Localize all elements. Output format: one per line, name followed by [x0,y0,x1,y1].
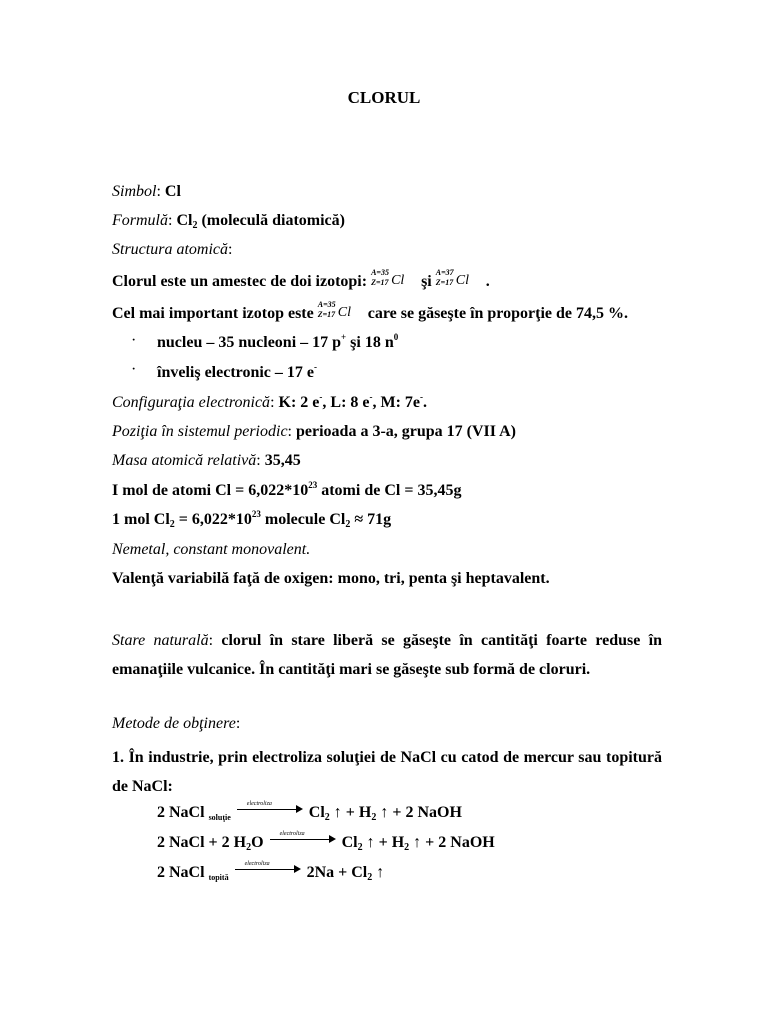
reaction-2-rhs-sub: 2 [357,842,363,853]
izotopi-text: Clorul este un amestec de doi izotopi: [112,273,372,290]
configuratia-value [279,394,428,411]
izotopi-end: . [485,273,490,290]
formula-sep: : [168,212,177,229]
reaction-1-rhs: Cl [308,804,325,821]
isotope-cl37-mass: A=37 [435,268,454,277]
izotopi-line [112,270,662,292]
reaction-arrow-icon [237,802,303,816]
bullet-invelis-a: înveliş electronic – 17 e [157,364,314,381]
reaction-1-rhs-sub: 2 [324,812,330,823]
stare-naturala-paragraph [112,626,662,684]
arrow-head [296,805,303,813]
stare-sep: : [208,632,222,649]
reaction-2-lhs: 2 NaCl + 2 H [157,834,247,851]
reaction-2-rhs2-sub: 2 [404,842,410,853]
bullet-invelis-a-sup: - [314,362,317,372]
config-k-sup: - [319,392,323,402]
valenta-line: Valenţă variabilă faţă de oxigen: mono, tri, penta şi heptavalent. [112,570,550,587]
bullet-marker-2: · [131,361,137,378]
mol1-b: atomi de Cl = 35,45g [317,482,462,499]
configuratia-line [112,393,662,413]
masa-sep: : [256,452,265,469]
configuratia-sep: : [270,394,279,411]
important-isotope-line [112,302,662,324]
mol2-b: = 6,022*10 [174,511,252,528]
reaction-3-lhs-sub: topită [208,873,229,882]
pozitia-line [112,422,662,442]
masa-value: 35,45 [264,452,301,469]
bullet-invelis [157,363,707,383]
structura-label: Structura atomică [112,241,228,258]
isotope-cl35-main [318,302,364,322]
reaction-3-rhs: 2Na + Cl [306,864,368,881]
important-text1: Cel mai important izotop este [112,305,318,322]
page-title: CLORUL [347,88,421,107]
bullet-nucleu [157,333,707,353]
bullet-marker-1: · [131,332,137,349]
reaction-3-rhs-sub: 2 [367,872,373,883]
reaction-3 [157,862,707,888]
reaction-arrow-icon [235,862,301,876]
isotope-cl37 [436,270,482,290]
metode-line [112,714,662,734]
reaction-2-lhs-sub: 2 [246,842,252,853]
arrow-head [294,865,301,873]
isotope-cl35-number: Z=17 [371,278,389,287]
isotope-cl35-symbol: Cl [391,273,405,288]
pozitia-sep: : [287,423,296,440]
reaction-1-rhs2: ↑ + H [329,804,372,821]
reaction-1-lhs: 2 NaCl [157,804,209,821]
isotope-cl37-number: Z=17 [435,278,454,287]
mol2-a: 1 mol Cl [112,511,170,528]
mol-atomi-line [112,481,662,501]
config-end: . [423,394,428,411]
config-l-sup: - [369,392,373,402]
izotopi-and: şi [421,273,436,290]
arrow-label: electroliza [246,801,272,807]
formula-label: Formulă [112,212,168,229]
simbol-label: Simbol [112,183,157,200]
config-m-sup: - [420,392,424,402]
simbol-value: Cl [164,183,181,200]
masa-label: Masa atomică relativă [112,452,257,469]
isotope-main-number: Z=17 [317,310,336,319]
configuratia-label: Configuraţia electronică [112,394,271,411]
reaction-3-rhs3: ↑ [372,864,385,881]
reaction-1 [157,802,707,828]
bullet-nucleu-a: nucleu – 35 nucleoni – 17 p [157,334,342,351]
formula-pre: Cl [176,212,193,229]
pozitia-label: Poziţia în sistemul periodic [112,423,288,440]
arrow-shaft [237,809,297,810]
bullet-nucleu-b: şi 18 n [346,334,394,351]
bullet-nucleu-a-sup: + [341,332,347,342]
isotope-cl35 [371,270,417,290]
arrow-shaft [270,839,330,840]
mol-molecule-line [112,510,662,530]
mol2-sub: 2 [169,519,175,530]
reaction-1-rhs3: ↑ + 2 NaOH [376,804,462,821]
nemetal-line: Nemetal, constant monovalent. [112,541,311,558]
masa-line [112,451,662,471]
mol2-sub2: 2 [345,519,351,530]
important-text2: care se găseşte în proporţie de 74,5 %. [367,305,628,322]
arrow-label: electroliza [279,831,305,837]
config-k: K: 2 e [278,394,320,411]
isotope-cl35-mass: A=35 [371,268,389,277]
mol1-a: I mol de atomi Cl = 6,022*10 [112,482,309,499]
isotope-main-mass: A=35 [317,300,336,309]
arrow-head [329,835,336,843]
reaction-arrow-icon [270,832,336,846]
arrow-shaft [235,869,295,870]
structura-sep: : [228,241,233,258]
formula-post: (moleculă diatomică) [197,212,345,229]
isotope-main-symbol: Cl [337,305,351,320]
arrow-label: electroliza [244,861,270,867]
stare-label: Stare naturală [112,632,209,649]
metode-label: Metode de obţinere [112,715,236,732]
industrie-paragraph: 1. În industrie, prin electroliza soluţiei de NaCl cu catod de mercur sau topitură de NaCl: [112,749,662,795]
formula-value [176,212,345,229]
formula-line [112,211,662,231]
reaction-2-rhs2: ↑ + H [362,834,405,851]
reaction-2 [157,832,707,853]
stare-text: clorul în stare liberă se găseşte în cantităţi foarte reduse în emanaţiile vulcanice. În cantităţi mari se găseşte sub formă de cloruri. [112,632,663,678]
reaction-2-rhs3: ↑ + 2 NaOH [409,834,495,851]
bullet-nucleu-b-sup: 0 [393,332,399,342]
isotope-cl37-symbol: Cl [455,273,469,288]
reaction-1-lhs-sub: soluţie [208,813,231,822]
structura-line [112,240,662,260]
config-l: , L: 8 e [322,394,370,411]
reaction-2-rhs: Cl [341,834,358,851]
pozitia-value: perioada a 3-a, grupa 17 (VII A) [296,423,517,440]
metode-sep: : [235,715,241,732]
formula-sub: 2 [192,220,198,231]
mol2-c: molecule Cl [260,511,346,528]
mol2-sup: 23 [251,509,261,519]
simbol-line [112,182,662,202]
reaction-1-rhs2-sub: 2 [371,812,377,823]
mol1-sup: 23 [308,480,318,490]
config-m: , M: 7e [372,394,421,411]
mol2-d: ≈ 71g [350,511,392,528]
reaction-3-lhs: 2 NaCl [157,864,209,881]
simbol-sep: : [156,183,165,200]
reaction-2-lhs-end: O [251,834,268,851]
